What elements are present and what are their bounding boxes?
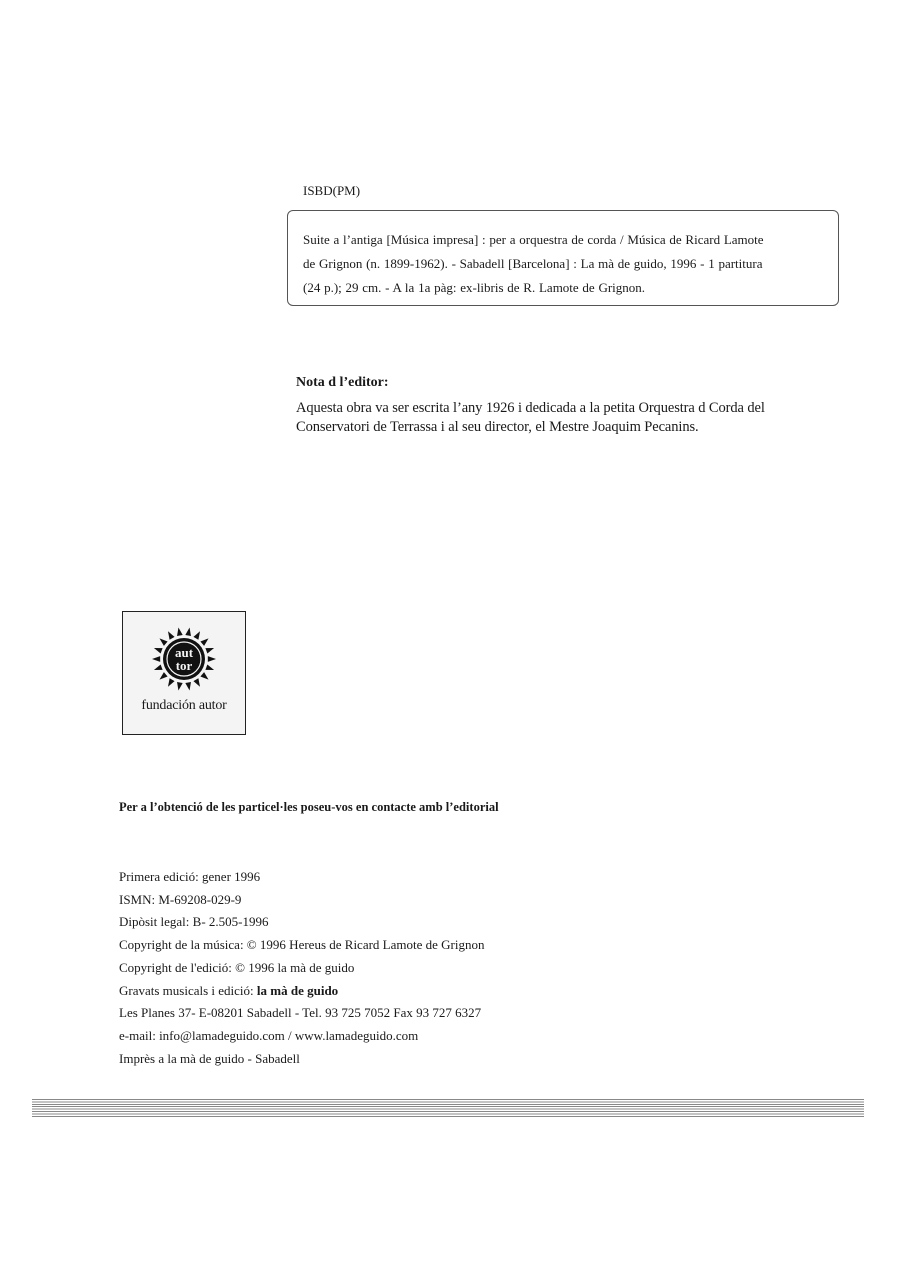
printed-by: Imprès a la mà de guido - Sabadell — [119, 1050, 300, 1066]
legal-deposit: Dipòsit legal: B- 2.505-1996 — [119, 914, 269, 930]
sun-ray — [159, 638, 167, 645]
sun-ray — [154, 664, 163, 669]
catalog-record-box — [287, 210, 839, 306]
engraving-label: Gravats musicals i edició: — [119, 982, 257, 998]
isbd-label: ISBD(PM) — [303, 183, 361, 198]
email-web: e-mail: info@lamadeguido.com / www.lamadeguido.com — [119, 1027, 419, 1043]
sun-ray — [193, 631, 200, 640]
catalog-line-1: Suite a l’antiga [Música impresa] : per a orquestra de corda / Música de Ricard Lamote — [303, 232, 764, 247]
sun-emblem-icon — [149, 626, 219, 696]
copyright-edition: Copyright de l'edició: © 1996 la mà de guido — [119, 959, 355, 975]
sun-ray — [205, 648, 214, 653]
logo-caption: fundación autor — [141, 698, 227, 713]
sun-ray — [208, 656, 216, 662]
bottom-staff-rule — [32, 1099, 864, 1117]
credits-block — [119, 866, 484, 1070]
fundacion-autor-logo — [122, 611, 246, 735]
engraving-line — [119, 980, 484, 1003]
parts-contact-notice: Per a l’obtenció de les particel·les poseu-vos en contacte amb l’editorial — [119, 800, 499, 814]
sun-ray — [168, 678, 175, 687]
first-edition: Primera edició: gener 1996 — [119, 869, 261, 884]
logo-mark-top: aut — [174, 645, 194, 660]
sun-ray — [185, 627, 191, 636]
sun-ray — [200, 672, 208, 679]
engraving-publisher: la mà de guido — [256, 982, 339, 998]
address: Les Planes 37- E-08201 Sabadell - Tel. 93 725 7052 Fax 93 727 6327 — [119, 1005, 482, 1021]
logo-mark-bottom: tor — [175, 658, 193, 673]
sun-ray — [154, 648, 163, 653]
sun-ray — [185, 682, 191, 691]
catalog-line-2: de Grignon (n. 1899-1962). - Sabadell [Barcelona] : La mà de guido, 1996 - 1 partitura — [303, 256, 763, 271]
sun-ray — [177, 682, 183, 691]
catalog-line-3: (24 p.); 29 cm. - A la 1a pàg: ex-libris de R. Lamote de Grignon. — [303, 280, 646, 295]
editor-note-body — [296, 399, 856, 437]
editor-note-title: Nota d l’editor: — [296, 375, 389, 390]
sun-ray — [168, 631, 175, 640]
sun-ray — [205, 664, 214, 669]
editor-note-line-2: Conservatori de Terrassa i al seu director, el Mestre Joaquim Pecanins. — [296, 419, 699, 435]
sun-ray — [177, 627, 183, 636]
copyright-music: Copyright de la música: © 1996 Hereus de Ricard Lamote de Grignon — [119, 937, 485, 953]
sun-ray — [152, 656, 160, 662]
sun-ray — [200, 638, 208, 645]
editor-note-line-1: Aquesta obra va ser escrita l’any 1926 i dedicada a la petita Orquestra d Corda del — [296, 400, 765, 416]
sun-ray — [159, 672, 167, 679]
ismn: ISMN: M-69208-029-9 — [119, 891, 242, 907]
sun-ray — [193, 678, 200, 687]
